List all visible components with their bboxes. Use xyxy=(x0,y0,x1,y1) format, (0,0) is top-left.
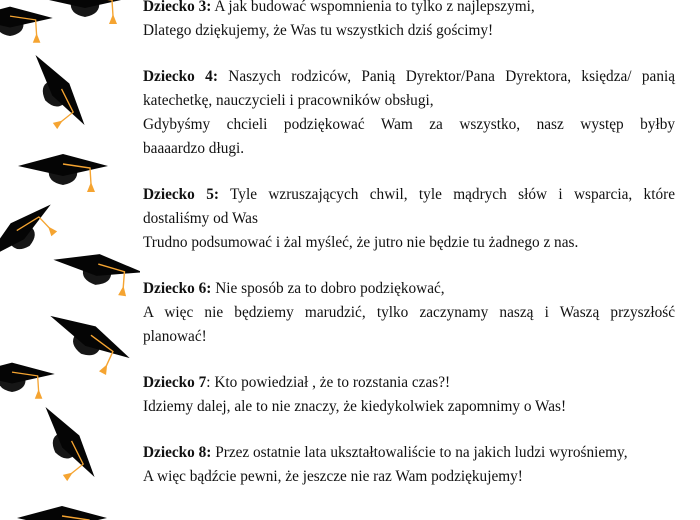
text-line: Idziemy dalej, ale to nie znaczy, że kiedykolwiek zapomnimy o Was! xyxy=(143,398,567,415)
graduation-cap-icon xyxy=(40,0,130,24)
graduation-cap-icon xyxy=(0,196,67,279)
text-line: Gdybyśmy chcieli podziękować Wam za wszystko, nasz występ byłby xyxy=(143,116,675,133)
speaker-label: Dziecko 7 xyxy=(143,374,207,391)
speaker-label: Dziecko 8: xyxy=(143,444,212,461)
graduation-caps-decoration xyxy=(0,0,140,520)
text-line: Przez ostatnie lata ukształtowaliście to na jakich ludzi wyrośniemy, xyxy=(215,444,628,461)
speaker-label: Dziecko 6: xyxy=(143,280,212,297)
text-line: Naszych rodziców, Panią Dyrektor/Pana Dyrektora, księdza/ panią xyxy=(228,68,676,85)
text-line: A więc nie będziemy marudzić, tylko zaczynamy naszą i Waszą przyszłość xyxy=(143,304,675,321)
speaker-label: Dziecko 3: xyxy=(143,0,212,15)
graduation-cap-icon xyxy=(0,363,55,399)
text-line: A jak budować wspomnienia to tylko z najlepszymi, xyxy=(214,0,535,15)
graduation-cap-icon xyxy=(18,154,108,192)
text-line: Nie sposób za to dobro podziękować, xyxy=(215,280,445,297)
paragraph-dziecko-3 xyxy=(143,0,675,43)
graduation-cap-icon xyxy=(50,248,140,298)
speaker-label: Dziecko 5: xyxy=(143,186,219,203)
paragraph-dziecko-5 xyxy=(143,183,675,255)
text-line: katechetkę, nauczycieli i pracowników obsługi, xyxy=(143,92,434,109)
paragraph-dziecko-7 xyxy=(143,371,675,419)
text-line: : Kto powiedział , że to rozstania czas?! xyxy=(206,374,451,391)
text-line: Dlatego dziękujemy, że Was tu wszystkich dziś gościmy! xyxy=(143,22,494,39)
text-line: Trudno podsumować i żal myśleć, że jutro nie będzie tu żadnego z nas. xyxy=(143,234,579,251)
text-line: planować! xyxy=(143,328,207,345)
paragraph-dziecko-4 xyxy=(143,65,675,161)
graduation-cap-icon xyxy=(0,7,53,43)
graduation-cap-icon xyxy=(15,48,94,139)
speaker-label: Dziecko 4: xyxy=(143,68,218,85)
text-line: Tyle wzruszających chwil, tyle mądrych słów i wsparcia, które xyxy=(230,186,675,203)
text-line: dostaliśmy od Was xyxy=(143,210,258,227)
graduation-cap-icon xyxy=(25,400,104,491)
paragraph-dziecko-8 xyxy=(143,441,675,489)
document-body xyxy=(143,0,675,511)
graduation-cap-icon xyxy=(17,506,107,520)
paragraph-dziecko-6 xyxy=(143,277,675,349)
graduation-cap-icon xyxy=(38,305,135,381)
text-line: baaaardzo długi. xyxy=(143,140,245,157)
text-line: A więc bądźcie pewni, że jeszcze nie raz Wam podziękujemy! xyxy=(143,468,523,485)
